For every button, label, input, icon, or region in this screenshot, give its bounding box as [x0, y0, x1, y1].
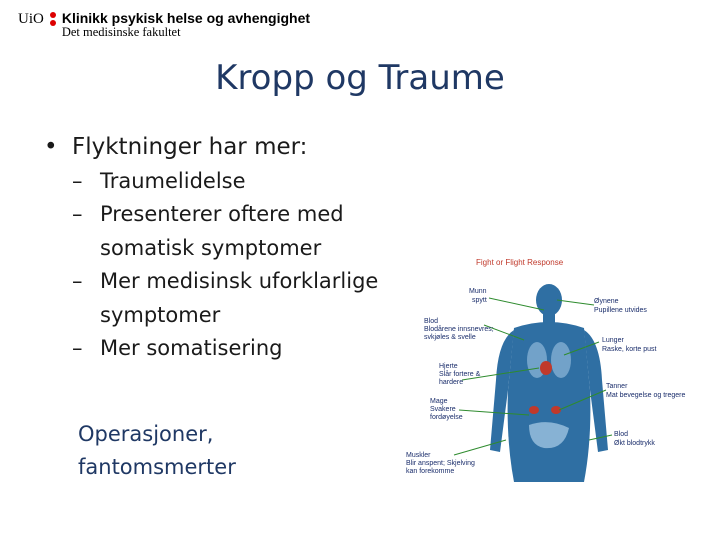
label-blod-desc: Blodårene innsnevres;	[424, 326, 494, 333]
bullet-list	[44, 130, 404, 366]
header-text	[62, 10, 310, 39]
label-hjerte-desc: hardere	[439, 379, 464, 386]
fight-or-flight-figure	[394, 250, 694, 490]
label-muskler-desc: kan forekomme	[406, 468, 455, 475]
clinic-name: Klinikk psykisk helse og avhengighet	[61, 10, 311, 26]
sub-bullet-text: Mer somatisering	[100, 336, 283, 361]
label-lunger-desc: Raske, korte pust	[602, 346, 657, 353]
dash-icon: –	[72, 168, 83, 193]
label-blod: Blod	[424, 318, 439, 325]
label-mage-desc: fordøyelse	[430, 414, 463, 421]
dash-icon: –	[72, 269, 83, 294]
sub-bullet-text: Traumelidelse	[100, 168, 246, 193]
label-oynene-desc: Pupillene utvides	[594, 307, 647, 314]
university-header	[18, 10, 310, 39]
label-hjerte-desc: Slår fortere &	[439, 371, 481, 378]
main-bullet-text: Flyktninger har mer:	[72, 134, 308, 160]
label-lunger: Lunger	[602, 337, 624, 344]
sub-bullet-list	[72, 165, 404, 367]
label-blod-desc: svkjøles & svelle	[424, 334, 476, 341]
sub-bullet-item	[72, 198, 404, 265]
bullet-dot-icon: •	[44, 134, 58, 160]
main-bullet	[44, 130, 404, 165]
note-text: Operasjoner, fantomsmerter	[78, 422, 236, 479]
label-muskler-desc: Blir anspent; Skjelving	[406, 460, 475, 467]
dash-icon: –	[72, 202, 83, 227]
sub-bullet-text: Presenterer oftere med somatisk symptomer	[100, 202, 344, 260]
label-blod-right-desc: Økt blodtrykk	[614, 440, 655, 447]
label-mage-desc: Svakere	[430, 406, 456, 413]
slide-title: Kropp og Traume	[215, 58, 505, 98]
figure-title: Fight or Flight Response	[476, 258, 564, 267]
label-blod-right: Blod	[614, 431, 629, 438]
label-hjerte: Hjerte	[439, 363, 458, 370]
body-diagram	[394, 250, 694, 490]
uio-logo-dots-icon	[50, 12, 56, 26]
human-body-icon	[490, 284, 608, 482]
uio-logo: UiO	[18, 11, 44, 27]
label-munn: Munn	[469, 288, 487, 295]
dash-icon: –	[72, 336, 83, 361]
sub-bullet-item	[72, 265, 404, 332]
sub-bullet-text: Mer medisinsk uforklarlige symptomer	[100, 269, 379, 327]
label-muskler: Muskler	[406, 452, 431, 459]
label-tanner-desc: Mat bevegelse og tregere	[606, 392, 686, 399]
label-oynene: Øynene	[594, 298, 619, 305]
label-mage: Mage	[430, 398, 448, 405]
faculty-name: Det medisinske fakultet	[61, 25, 181, 39]
sub-bullet-item	[72, 165, 404, 199]
label-tanner: Tanner	[606, 383, 628, 390]
label-munn-desc: spytt	[472, 297, 487, 304]
sub-bullet-item	[72, 332, 404, 366]
